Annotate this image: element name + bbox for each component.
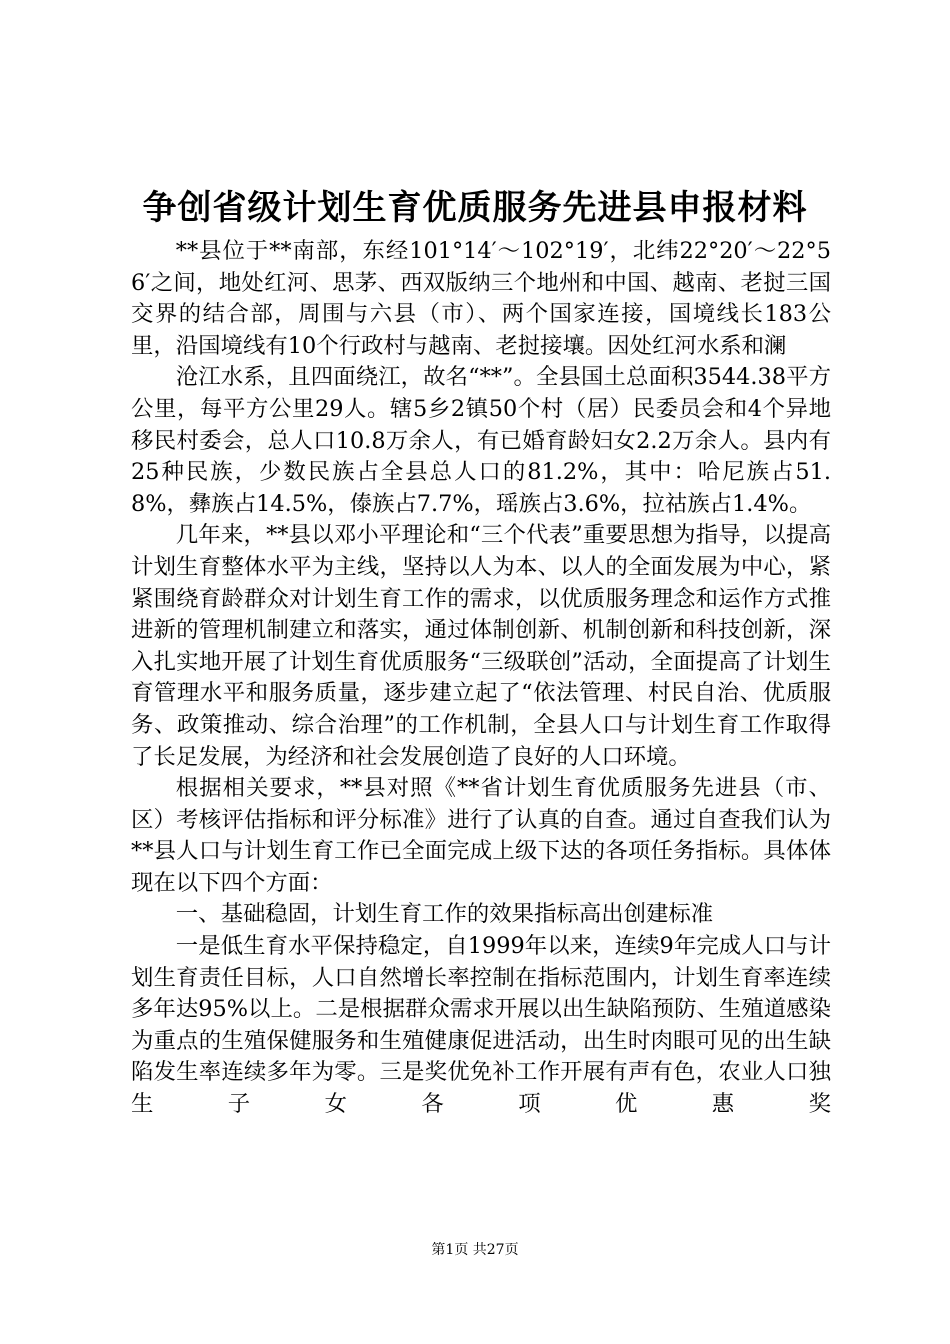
page-number-footer: 第1页 共27页	[431, 1242, 519, 1258]
paragraph-location: **县位于**南部，东经101°14′～102°19′，北纬22°20′～22°56′之间，地处红河、思茅、西双版纳三个地州和中国、越南、老挝三国交界的结合部，周围与六县（市）、两个国家连接，国境线长183公里，沿国境线有10个行政村与越南、老挝接壤。因处红河水系和澜	[131, 238, 831, 359]
paragraph-area-population: 沧江水系，且四面绕江，故名“**”。全县国土总面积3544.38平方公里，每平方公里29人。辖5乡2镇50个村（居）民委员会和4个异地移民村委会，总人口10.8万余人，有已婚育龄妇女2.2万余人。县内有25种民族，少数民族占全县总人口的81.2%，其中：哈尼族占51.8%，彝族占14.5%，傣族占7.7%，瑶族占3.6%，拉祜族占1.4%。	[131, 364, 831, 517]
section-heading-1: 一、基础稳固，计划生育工作的效果指标高出创建标准	[175, 901, 714, 928]
document-title: 争创省级计划生育优质服务先进县申报材料	[142, 188, 808, 228]
document-body	[131, 236, 831, 1121]
paragraph-section-1-detail: 一是低生育水平保持稳定，自1999年以来，连续9年完成人口与计划生育责任目标，人口自然增长率控制在指标范围内，计划生育率连续多年达95%以上。二是根据群众需求开展以出生缺陷预防、生殖道感染为重点的生殖保健服务和生殖健康促进活动，出生时肉眼可见的出生缺陷发生率连续多年为零。三是奖优免补工作开展有声有色，农业人口独生子女各项优惠奖	[131, 933, 831, 1118]
paragraph-self-check: 根据相关要求，**县对照《**省计划生育优质服务先进县（市、区）考核评估指标和评分标准》进行了认真的自查。通过自查我们认为**县人口与计划生育工作已全面完成上级下达的各项任务指标。具体体现在以下四个方面：	[131, 775, 831, 896]
paragraph-achievements: 几年来，**县以邓小平理论和“三个代表”重要思想为指导，以提高计划生育整体水平为主线，坚持以人为本、以人的全面发展为中心，紧紧围绕育龄群众对计划生育工作的需求，以优质服务理念和运作方式推进新的管理机制建立和落实，通过体制创新、机制创新和科技创新，深入扎实地开展了计划生育优质服务“三级联创”活动，全面提高了计划生育管理水平和服务质量，逐步建立起了“依法管理、村民自治、优质服务、政策推动、综合治理”的工作机制，全县人口与计划生育工作取得了长足发展，为经济和社会发展创造了良好的人口环境。	[131, 522, 831, 770]
